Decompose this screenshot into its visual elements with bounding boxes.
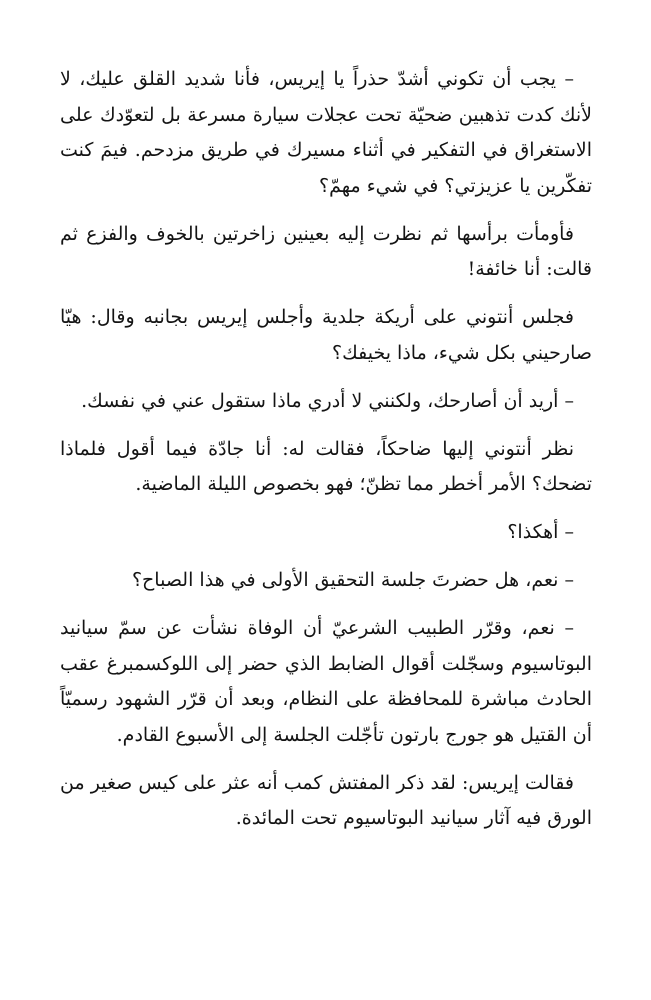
paragraph-6: – أهكذا؟ [507,521,574,543]
paragraph-1: – يجب أن تكوني أشدّ حذراً يا إيريس، فأنا شديد القلق عليك، لا لأنك كدت تذهبين ضحيّة تحت عجلات سيارة مسرعة بل لتعوّدك على الاستغراق في التفكير في أثناء مسيرك في طريق مزدحم. فيمَ كنت تفكّرين يا عزيزتي؟ في شيء مهمّ؟ [60,68,592,197]
paragraph-4: – أريد أن أصارحك، ولكنني لا أدري ماذا ستقول عني في نفسك. [81,389,574,412]
paragraph-5: نظر أنتوني إليها ضاحكاً، فقالت له: أنا جادّة فيما أقول فلماذا تضحك؟ الأمر أخطر مما تظنّ؛ فهو بخصوص الليلة الماضية. [60,437,592,495]
paragraph-3: فجلس أنتوني على أريكة جلدية وأجلس إيريس بجانبه وقال: هيّا صارحيني بكل شيء، ماذا يخيفك؟ [60,306,592,364]
paragraph-9: فقالت إيريس: لقد ذكر المفتش كمب أنه عثر على كيس صغير من الورق فيه آثار سيانيد البوتاسيوم تحت المائدة. [60,771,592,829]
paragraph-8: – نعم، وقرّر الطبيب الشرعيّ أن الوفاة نشأت عن سمّ سيانيد البوتاسيوم وسجّلت أقوال الضابط الذي حضر إلى اللوكسمبرغ عقب الحادث مباشرة للمحافظة على النظام، وبعد أن قرّر الشهود رسميّاً أن القتيل هو جورج بارتون تأجّلت الجلسة إلى الأسبوع القادم. [60,617,592,746]
paragraph-2: فأومأت برأسها ثم نظرت إليه بعينين زاخرتين بالخوف والفزع ثم قالت: أنا خائفة! [60,222,592,280]
paragraph-7: – نعم، هل حضرتَ جلسة التحقيق الأولى في هذا الصباح؟ [131,569,574,591]
book-page [60,62,592,849]
